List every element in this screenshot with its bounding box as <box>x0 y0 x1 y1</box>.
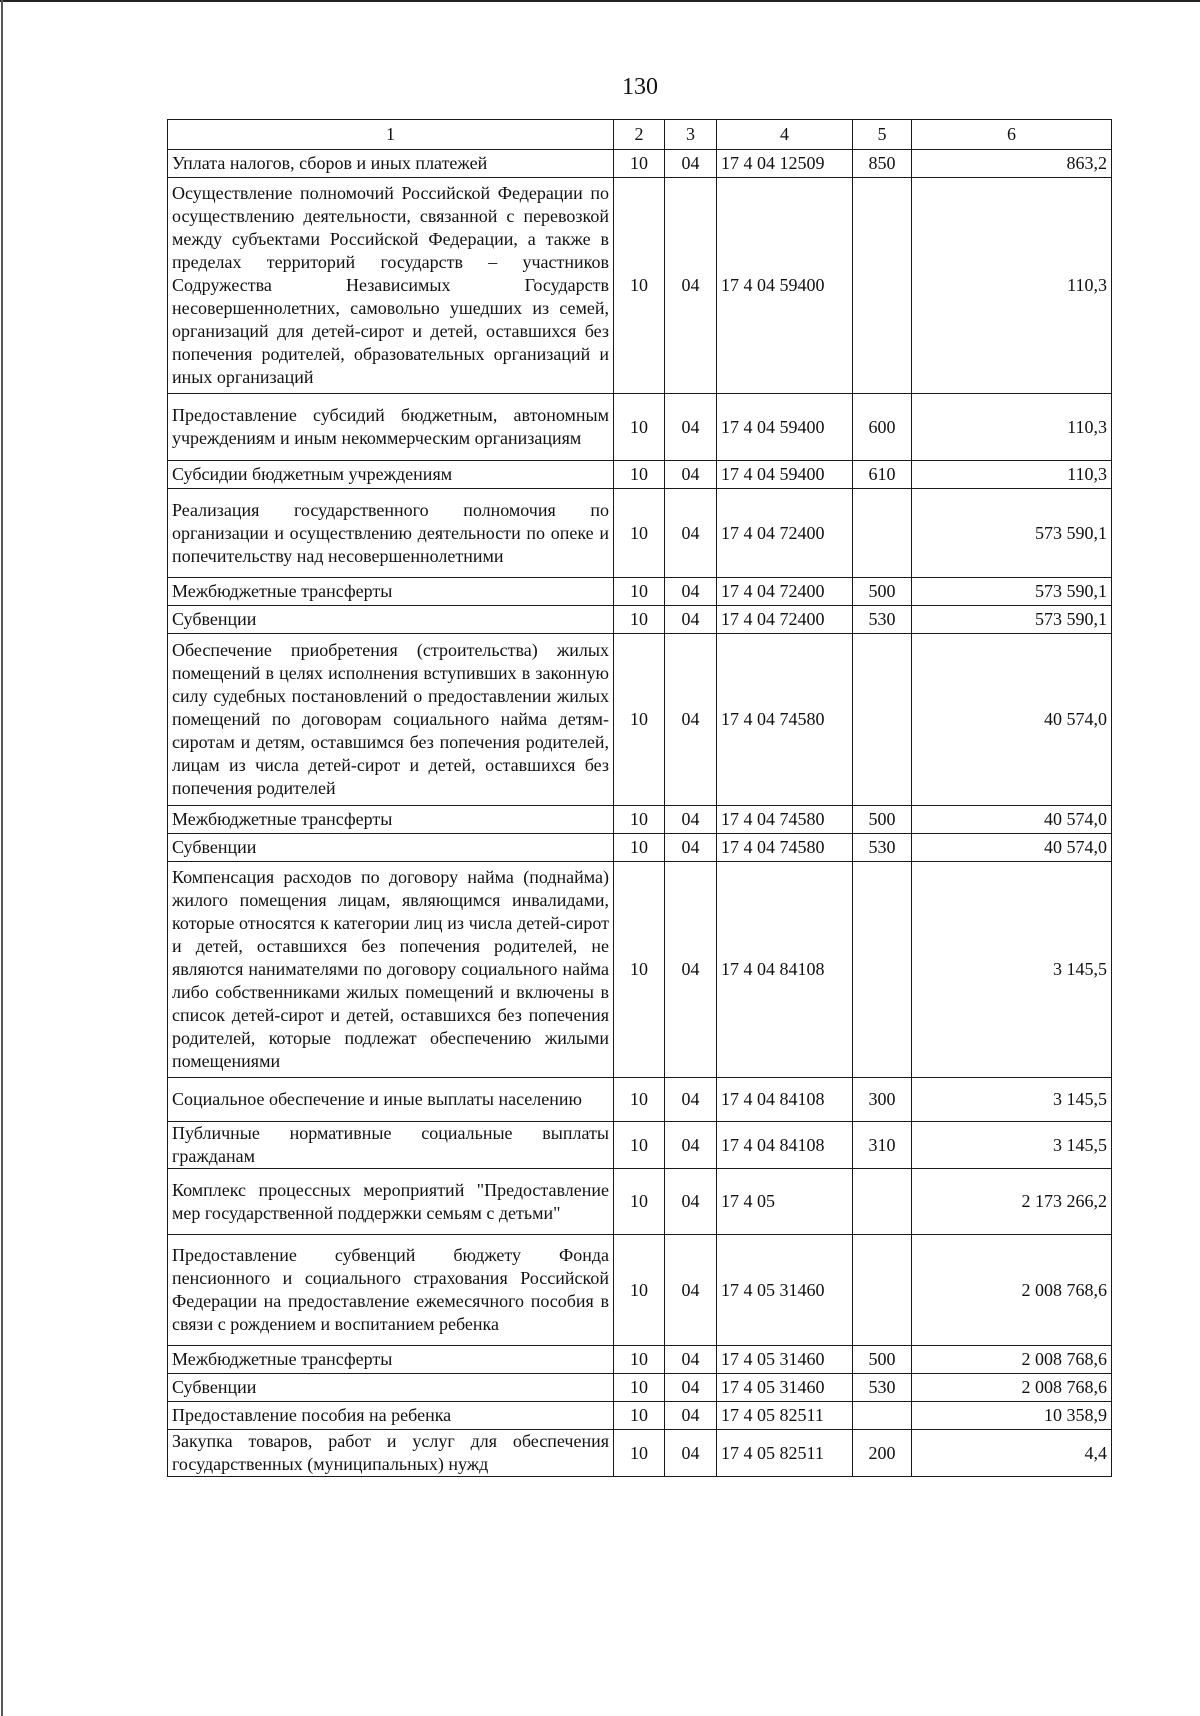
row-section-cell: 10 <box>614 1122 665 1169</box>
row-name-cell: Закупка товаров, работ и услуг для обеспечения государственных (муниципальных) нужд <box>168 1430 614 1477</box>
row-amount-cell: 2 008 768,6 <box>912 1374 1112 1402</box>
row-name-cell: Осуществление полномочий Российской Федерации по осуществлению деятельности, связанной с перевозкой между субъектами Российской Федерации, а также в пределах территорий государств – участников Содружества Независимых Государств несовершеннолетних, самовольно ушедших из семей, организаций для детей-сирот и детей, оставшихся без попечения родителей, образовательных организаций и иных организаций <box>168 178 614 394</box>
row-section-cell: 10 <box>614 606 665 634</box>
row-name-cell: Компенсация расходов по договору найма (поднайма) жилого помещения лицам, являющимся инвалидами, которые относятся к категории лиц из числа детей-сирот и детей, оставшихся без попечения родителей, не являются нанимателями по договору социального найма либо собственниками жилых помещений и включены в список детей-сирот и детей, оставшихся без попечения родителей, которые подлежат обеспечению жилыми помещениями <box>168 862 614 1078</box>
row-expense-type-cell: 300 <box>853 1078 912 1122</box>
row-name-cell: Предоставление субсидий бюджетным, автономным учреждениям и иным некоммерческим организациям <box>168 394 614 461</box>
row-subsection-cell: 04 <box>665 1402 717 1430</box>
row-section-cell: 10 <box>614 1346 665 1374</box>
row-name-cell: Публичные нормативные социальные выплаты гражданам <box>168 1122 614 1169</box>
row-expense-type-cell: 500 <box>853 1346 912 1374</box>
row-expense-type-cell <box>853 862 912 1078</box>
row-target-code-cell: 17 4 04 74580 <box>717 806 853 834</box>
row-target-code-cell: 17 4 04 59400 <box>717 394 853 461</box>
table-row <box>168 178 1112 394</box>
row-subsection-cell: 04 <box>665 461 717 489</box>
row-subsection-cell: 04 <box>665 834 717 862</box>
row-name-cell: Обеспечение приобретения (строительства) жилых помещений в целях исполнения вступивших в законную силу судебных постановлений о предоставлении жилых помещений по договорам социального найма детям-сиротам и детям, оставшимся без попечения родителей, лицам из числа детей-сирот и детей, оставшихся без попечения родителей <box>168 634 614 806</box>
row-amount-cell: 3 145,5 <box>912 1122 1112 1169</box>
table-row <box>168 1402 1112 1430</box>
row-subsection-cell: 04 <box>665 489 717 578</box>
row-section-cell: 10 <box>614 1430 665 1477</box>
row-expense-type-cell: 530 <box>853 1374 912 1402</box>
header-cell: 6 <box>912 120 1112 150</box>
row-target-code-cell: 17 4 04 12509 <box>717 150 853 178</box>
page-number: 130 <box>622 74 658 100</box>
row-target-code-cell: 17 4 04 72400 <box>717 578 853 606</box>
row-target-code-cell: 17 4 04 59400 <box>717 461 853 489</box>
row-section-cell: 10 <box>614 394 665 461</box>
table-row <box>168 461 1112 489</box>
row-section-cell: 10 <box>614 1402 665 1430</box>
row-name-cell: Субвенции <box>168 606 614 634</box>
table-row <box>168 862 1112 1078</box>
row-name-cell: Межбюджетные трансферты <box>168 578 614 606</box>
table-header-row <box>168 120 1112 150</box>
row-expense-type-cell: 500 <box>853 806 912 834</box>
row-target-code-cell: 17 4 05 31460 <box>717 1374 853 1402</box>
row-expense-type-cell <box>853 634 912 806</box>
row-section-cell: 10 <box>614 150 665 178</box>
row-section-cell: 10 <box>614 806 665 834</box>
row-name-cell: Уплата налогов, сборов и иных платежей <box>168 150 614 178</box>
row-expense-type-cell: 200 <box>853 1430 912 1477</box>
row-target-code-cell: 17 4 05 31460 <box>717 1346 853 1374</box>
row-amount-cell: 40 574,0 <box>912 634 1112 806</box>
row-name-cell: Межбюджетные трансферты <box>168 806 614 834</box>
row-section-cell: 10 <box>614 1078 665 1122</box>
table-row <box>168 1122 1112 1169</box>
header-cell: 3 <box>665 120 717 150</box>
row-amount-cell: 573 590,1 <box>912 606 1112 634</box>
row-name-cell: Предоставление пособия на ребенка <box>168 1402 614 1430</box>
row-subsection-cell: 04 <box>665 394 717 461</box>
row-amount-cell: 2 008 768,6 <box>912 1235 1112 1346</box>
row-expense-type-cell: 310 <box>853 1122 912 1169</box>
table-row <box>168 606 1112 634</box>
row-subsection-cell: 04 <box>665 862 717 1078</box>
table-row <box>168 1078 1112 1122</box>
row-amount-cell: 3 145,5 <box>912 1078 1112 1122</box>
row-expense-type-cell <box>853 1402 912 1430</box>
row-amount-cell: 10 358,9 <box>912 1402 1112 1430</box>
table-row <box>168 1374 1112 1402</box>
row-expense-type-cell <box>853 178 912 394</box>
row-name-cell: Социальное обеспечение и иные выплаты населению <box>168 1078 614 1122</box>
row-name-cell: Реализация государственного полномочия по организации и осуществлению деятельности по опеке и попечительству над несовершеннолетними <box>168 489 614 578</box>
row-section-cell: 10 <box>614 634 665 806</box>
scan-edge-top <box>0 0 1200 2</box>
row-expense-type-cell: 530 <box>853 606 912 634</box>
row-section-cell: 10 <box>614 834 665 862</box>
row-subsection-cell: 04 <box>665 1078 717 1122</box>
row-subsection-cell: 04 <box>665 1169 717 1235</box>
table-row <box>168 1430 1112 1477</box>
row-section-cell: 10 <box>614 1374 665 1402</box>
row-expense-type-cell: 850 <box>853 150 912 178</box>
row-target-code-cell: 17 4 04 74580 <box>717 634 853 806</box>
row-target-code-cell: 17 4 05 <box>717 1169 853 1235</box>
budget-table <box>167 119 1112 1477</box>
row-name-cell: Межбюджетные трансферты <box>168 1346 614 1374</box>
row-target-code-cell: 17 4 04 72400 <box>717 606 853 634</box>
row-amount-cell: 3 145,5 <box>912 862 1112 1078</box>
row-amount-cell: 2 008 768,6 <box>912 1346 1112 1374</box>
table-row <box>168 489 1112 578</box>
header-cell: 4 <box>717 120 853 150</box>
row-expense-type-cell: 530 <box>853 834 912 862</box>
row-name-cell: Субвенции <box>168 1374 614 1402</box>
row-subsection-cell: 04 <box>665 806 717 834</box>
header-cell: 1 <box>168 120 614 150</box>
row-subsection-cell: 04 <box>665 1374 717 1402</box>
table-row <box>168 150 1112 178</box>
row-subsection-cell: 04 <box>665 150 717 178</box>
row-name-cell: Предоставление субвенций бюджету Фонда пенсионного и социального страхования Российской Федерации на предоставление ежемесячного пособия в связи с рождением и воспитанием ребенка <box>168 1235 614 1346</box>
row-amount-cell: 110,3 <box>912 461 1112 489</box>
row-subsection-cell: 04 <box>665 178 717 394</box>
row-amount-cell: 4,4 <box>912 1430 1112 1477</box>
row-section-cell: 10 <box>614 489 665 578</box>
table-body <box>168 120 1112 1477</box>
row-expense-type-cell <box>853 1169 912 1235</box>
row-amount-cell: 573 590,1 <box>912 578 1112 606</box>
row-subsection-cell: 04 <box>665 1346 717 1374</box>
table-row <box>168 1169 1112 1235</box>
row-amount-cell: 110,3 <box>912 394 1112 461</box>
row-expense-type-cell: 600 <box>853 394 912 461</box>
row-target-code-cell: 17 4 04 84108 <box>717 1122 853 1169</box>
row-section-cell: 10 <box>614 1235 665 1346</box>
table-row <box>168 1235 1112 1346</box>
row-subsection-cell: 04 <box>665 634 717 806</box>
row-name-cell: Комплекс процессных мероприятий "Предоставление мер государственной поддержки семьям с детьми" <box>168 1169 614 1235</box>
row-section-cell: 10 <box>614 1169 665 1235</box>
scan-edge-left <box>1 0 3 1716</box>
row-subsection-cell: 04 <box>665 1122 717 1169</box>
row-target-code-cell: 17 4 05 31460 <box>717 1235 853 1346</box>
table-row <box>168 634 1112 806</box>
header-cell: 5 <box>853 120 912 150</box>
row-amount-cell: 40 574,0 <box>912 834 1112 862</box>
row-target-code-cell: 17 4 04 74580 <box>717 834 853 862</box>
row-section-cell: 10 <box>614 461 665 489</box>
row-subsection-cell: 04 <box>665 606 717 634</box>
row-expense-type-cell: 610 <box>853 461 912 489</box>
row-subsection-cell: 04 <box>665 578 717 606</box>
row-amount-cell: 2 173 266,2 <box>912 1169 1112 1235</box>
row-target-code-cell: 17 4 04 72400 <box>717 489 853 578</box>
row-target-code-cell: 17 4 04 59400 <box>717 178 853 394</box>
row-name-cell: Субвенции <box>168 834 614 862</box>
row-target-code-cell: 17 4 04 84108 <box>717 1078 853 1122</box>
row-expense-type-cell <box>853 489 912 578</box>
table-row <box>168 394 1112 461</box>
row-target-code-cell: 17 4 04 84108 <box>717 862 853 1078</box>
row-section-cell: 10 <box>614 178 665 394</box>
row-expense-type-cell <box>853 1235 912 1346</box>
row-target-code-cell: 17 4 05 82511 <box>717 1430 853 1477</box>
table-row <box>168 578 1112 606</box>
row-name-cell: Субсидии бюджетным учреждениям <box>168 461 614 489</box>
row-target-code-cell: 17 4 05 82511 <box>717 1402 853 1430</box>
row-section-cell: 10 <box>614 578 665 606</box>
row-amount-cell: 40 574,0 <box>912 806 1112 834</box>
table-row <box>168 834 1112 862</box>
row-amount-cell: 110,3 <box>912 178 1112 394</box>
row-section-cell: 10 <box>614 862 665 1078</box>
table-row <box>168 1346 1112 1374</box>
row-subsection-cell: 04 <box>665 1430 717 1477</box>
table-row <box>168 806 1112 834</box>
row-expense-type-cell: 500 <box>853 578 912 606</box>
row-amount-cell: 863,2 <box>912 150 1112 178</box>
row-amount-cell: 573 590,1 <box>912 489 1112 578</box>
row-subsection-cell: 04 <box>665 1235 717 1346</box>
header-cell: 2 <box>614 120 665 150</box>
